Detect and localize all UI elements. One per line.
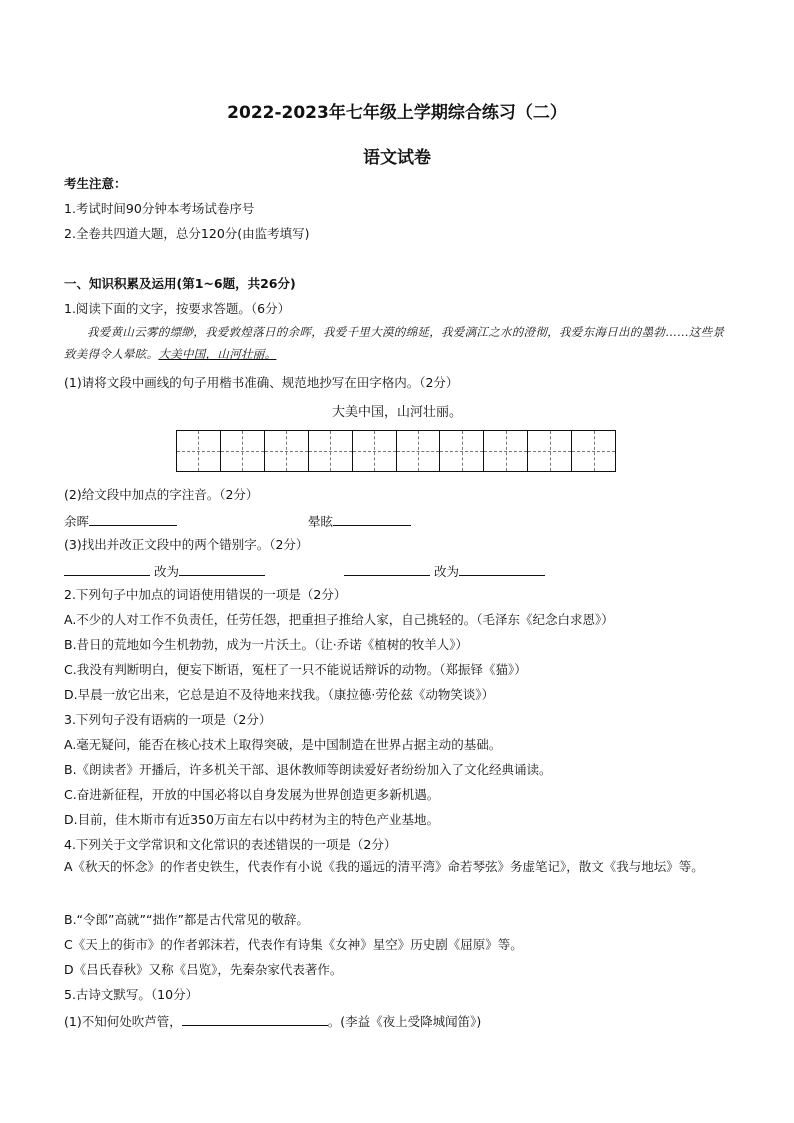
- wrong-char-blank-1[interactable]: [64, 562, 150, 576]
- change-to-label-1: 改为: [153, 564, 179, 579]
- grid-guide-horizontal: [397, 451, 440, 452]
- question-5-stem: 5.古诗文默写。（10分）: [64, 987, 199, 1002]
- question-1-sub-3: (3)找出并改正文段中的两个错别字。（2分）: [64, 537, 309, 552]
- grid-cell[interactable]: [440, 431, 484, 471]
- grid-cell[interactable]: [484, 431, 528, 471]
- correction-row-1: [64, 562, 265, 580]
- grid-guide-horizontal: [353, 451, 396, 452]
- section-heading: 一、知识积累及运用(第1~6题，共26分): [64, 276, 296, 291]
- reading-passage: [64, 321, 730, 365]
- correction-row-2: [344, 562, 545, 580]
- pinyin-blank-2[interactable]: [333, 512, 411, 526]
- pinyin-row: [64, 512, 177, 530]
- notice-item-2: 2.全卷共四道大题，总分120分(由监考填写): [64, 226, 310, 241]
- poem-line-suffix: 。(李益《夜上受降城闻笛》): [327, 1014, 482, 1029]
- tian-zi-grid[interactable]: [176, 430, 616, 472]
- question-2-option-a[interactable]: A.不少的人对工作不负责任，任劳任怨，把重担子推给人家，自己挑轻的。（毛泽东《纪念白求恩》）: [64, 612, 614, 627]
- notice-heading: 考生注意：: [64, 176, 127, 191]
- poem-line-prefix: (1)不知何处吹芦管，: [64, 1014, 182, 1029]
- grid-cell[interactable]: [265, 431, 309, 471]
- grid-cell[interactable]: [309, 431, 353, 471]
- grid-cell[interactable]: [528, 431, 572, 471]
- word-2: 晕眩: [308, 514, 334, 529]
- question-5-line-1: [64, 1012, 481, 1030]
- grid-guide-horizontal: [572, 451, 615, 452]
- passage-text: 我爱黄山云雾的缥缈，我爱敦煌落日的余晖，我爱千里大漠的绵延，我爱漓江之水的澄彻，我爱东海日出的墨勃……这些景致美得令人晕眩。: [64, 325, 725, 361]
- poem-answer-blank-1[interactable]: [182, 1012, 328, 1026]
- grid-cell[interactable]: [572, 431, 615, 471]
- grid-guide-horizontal: [177, 451, 220, 452]
- passage-underlined-sentence: 大美中国，山河壮丽。: [158, 347, 277, 361]
- question-1-sub-2: (2)给文段中加点的字注音。（2分）: [64, 487, 259, 502]
- question-4-option-b[interactable]: B.“令郎”高就”“拙作”都是古代常见的敬辞。: [64, 912, 309, 927]
- question-4-option-c[interactable]: C《天上的街市》的作者郭沫若，代表作有诗集《女神》星空》历史剧《屈原》等。: [64, 937, 523, 952]
- question-3-stem: 3.下列句子没有语病的一项是（2分）: [64, 712, 272, 727]
- question-1-stem: 1.阅读下面的文字，按要求答题。（6分）: [64, 301, 291, 316]
- question-3-option-c[interactable]: C.奋进新征程，开放的中国必将以自身发展为世界创造更多新机遇。: [64, 787, 440, 802]
- question-3-option-a[interactable]: A.毫无疑问，能否在核心技术上取得突破，是中国制造在世界占据主动的基础。: [64, 737, 502, 752]
- wrong-char-blank-2[interactable]: [344, 562, 430, 576]
- grid-guide-horizontal: [309, 451, 352, 452]
- question-4-option-a[interactable]: A《秋天的怀念》的作者史铁生，代表作有小说《我的遥远的清平湾》命若琴弦》务虚笔记》，散文《我与地坛》等。: [64, 859, 704, 874]
- pinyin-row-2: [308, 512, 411, 530]
- question-4-stem: 4.下列关于文学常识和文化常识的表述错误的一项是（2分）: [64, 837, 397, 852]
- word-1: 余晖: [64, 514, 90, 529]
- copy-sentence: 大美中国，山河壮丽。: [331, 405, 462, 420]
- question-4-option-d[interactable]: D《吕氏春秋》又称《吕览》，先秦杂家代表著作。: [64, 962, 343, 977]
- grid-guide-horizontal: [265, 451, 308, 452]
- grid-cell[interactable]: [397, 431, 441, 471]
- pinyin-blank-1[interactable]: [89, 512, 177, 526]
- page-subtitle: 语文试卷: [363, 148, 431, 168]
- question-1-sub-1: (1)请将文段中画线的句子用楷书准确、规范地抄写在田字格内。（2分）: [64, 375, 459, 390]
- grid-guide-horizontal: [221, 451, 264, 452]
- grid-guide-horizontal: [484, 451, 527, 452]
- grid-guide-horizontal: [440, 451, 483, 452]
- question-2-option-d[interactable]: D.早晨一放它出来，它总是迫不及待地来找我。（康拉德·劳伦兹《动物笑谈》）: [64, 687, 495, 702]
- question-2-option-c[interactable]: C.我没有判断明白，便妄下断语，冤枉了一只不能说话辩诉的动物。（郑振铎《猫》）: [64, 662, 527, 677]
- grid-cell[interactable]: [177, 431, 221, 471]
- right-char-blank-2[interactable]: [459, 562, 545, 576]
- page-title: 2022-2023年七年级上学期综合练习（二）: [227, 103, 567, 123]
- right-char-blank-1[interactable]: [179, 562, 265, 576]
- grid-cell[interactable]: [353, 431, 397, 471]
- grid-guide-horizontal: [528, 451, 571, 452]
- notice-item-1: 1.考试时间90分钟本考场试卷序号: [64, 201, 255, 216]
- change-to-label-2: 改为: [433, 564, 459, 579]
- question-3-option-b[interactable]: B.《朗读者》开播后，许多机关干部、退休教师等朗读爱好者纷纷加入了文化经典诵读。: [64, 762, 552, 777]
- question-2-stem: 2.下列句子中加点的词语使用错误的一项是（2分）: [64, 587, 347, 602]
- question-2-option-b[interactable]: B.昔日的荒地如今生机勃勃，成为一片沃土。（让·乔诺《植树的牧羊人》）: [64, 637, 469, 652]
- question-3-option-d[interactable]: D.目前，佳木斯市有近350万亩左右以中药材为主的特色产业基地。: [64, 812, 439, 827]
- grid-cell[interactable]: [221, 431, 265, 471]
